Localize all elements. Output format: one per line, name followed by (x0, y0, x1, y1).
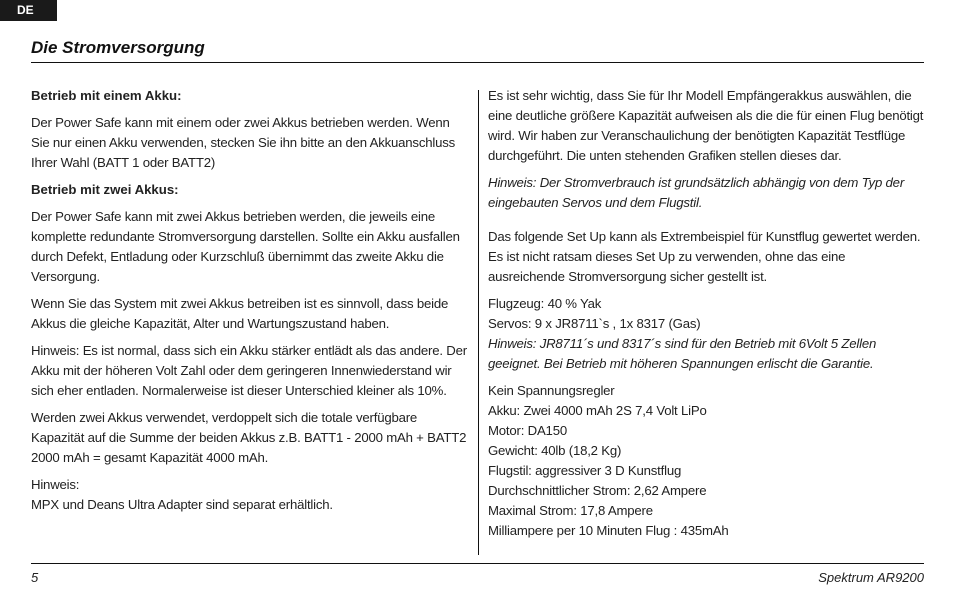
spec-item: Motor: DA150 (488, 423, 567, 438)
spec-item: Kein Spannungsregler (488, 383, 615, 398)
section-heading-single-battery: Betrieb mit einem Akku: (31, 88, 182, 103)
spec-item: Durchschnittlicher Strom: 2,62 Ampere (488, 483, 707, 498)
page-title: Die Stromversorgung (31, 38, 205, 57)
footer-rule (31, 563, 924, 564)
right-column (488, 86, 924, 548)
spec-servos: Servos: 9 x JR8711`s , 1x 8317 (Gas) (488, 316, 701, 331)
adapter-note-text: MPX und Deans Ultra Adapter sind separat erhältlich. (31, 497, 333, 512)
page-number: 5 (31, 570, 39, 585)
paragraph-single-battery: Der Power Safe kann mit einem oder zwei Akkus betrieben werden. Wenn Sie nur einen Akku verwenden, stecken Sie ihn bitte an den Akkuanschluss Ihrer Wahl (BATT 1 oder BATT2) (31, 115, 455, 170)
language-tab: DE (0, 0, 57, 21)
paragraph-setup-example: Das folgende Set Up kann als Extrembeispiel für Kunstflug gewertet werden. Es ist nicht ratsam dieses Set Up zu verwenden, ohne das eine ausreichende Stromversorgung sicher gestellt ist. (488, 229, 921, 284)
paragraph-discharge-note: Hinweis: Es ist normal, dass sich ein Akku stärker entlädt als das andere. Der Akku mit der höheren Volt Zahl oder dem geringeren Innenwiederstand wir sich eher entladen. Normalerweise ist dieser Unterschied kleiner als 10%. (31, 343, 467, 398)
spec-item: Gewicht: 40lb (18,2 Kg) (488, 443, 622, 458)
paragraph-capacity-importance: Es ist sehr wichtig, dass Sie für Ihr Modell Empfängerakkus auswählen, die eine deutliche größere Kapazität aufweisen als die die für einen Flug benötigt wird. Wir haben zur Veranschaulichung der benötigten Kapazität Testflüge durchgeführt. Die unten stehenden Grafiken stellen dieses dar. (488, 88, 924, 163)
spec-item: Akku: Zwei 4000 mAh 2S 7,4 Volt LiPo (488, 403, 707, 418)
left-column (31, 86, 469, 522)
header-rule (31, 62, 924, 63)
note-servo-voltage: Hinweis: JR8711´s und 8317´s sind für den Betrieb mit 6Volt 5 Zellen geeignet. Bei Betrieb mit höheren Spannungen erlischt die Garantie. (488, 336, 877, 371)
spec-list (488, 381, 924, 541)
paragraph-capacity: Werden zwei Akkus verwendet, verdoppelt sich die totale verfügbare Kapazität auf die Summe der beiden Akkus z.B. BATT1 - 2000 mAh + BATT2 2000 mAh = gesamt Kapazität 4000 mAh. (31, 410, 467, 465)
column-divider (478, 90, 479, 555)
paragraph-adapter-note (31, 475, 469, 515)
note-current-consumption: Hinweis: Der Stromverbrauch ist grundsätzlich abhängig von dem Typ der eingebauten Servos und dem Flugstil. (488, 175, 905, 210)
paragraph-battery-match: Wenn Sie das System mit zwei Akkus betreiben ist es sinnvoll, dass beide Akkus die gleiche Kapazität, Alter und Wartungszustand haben. (31, 296, 449, 331)
spec-item: Milliampere per 10 Minuten Flug : 435mAh (488, 523, 729, 538)
spec-item: Maximal Strom: 17,8 Ampere (488, 503, 653, 518)
spec-plane: Flugzeug: 40 % Yak (488, 296, 602, 311)
product-name: Spektrum AR9200 (818, 570, 924, 585)
setup-spec-block (488, 294, 924, 374)
section-heading-dual-battery: Betrieb mit zwei Akkus: (31, 182, 179, 197)
spec-item: Flugstil: aggressiver 3 D Kunstflug (488, 463, 682, 478)
paragraph-dual-battery: Der Power Safe kann mit zwei Akkus betrieben werden, die jeweils eine komplette redundante Stromversorgung darstellen. Sollte ein Akku ausfallen durch Defekt, Entladung oder Kurzschluß übernimmt das zweite Akku die Versorgung. (31, 209, 460, 284)
adapter-note-label: Hinweis: (31, 477, 80, 492)
